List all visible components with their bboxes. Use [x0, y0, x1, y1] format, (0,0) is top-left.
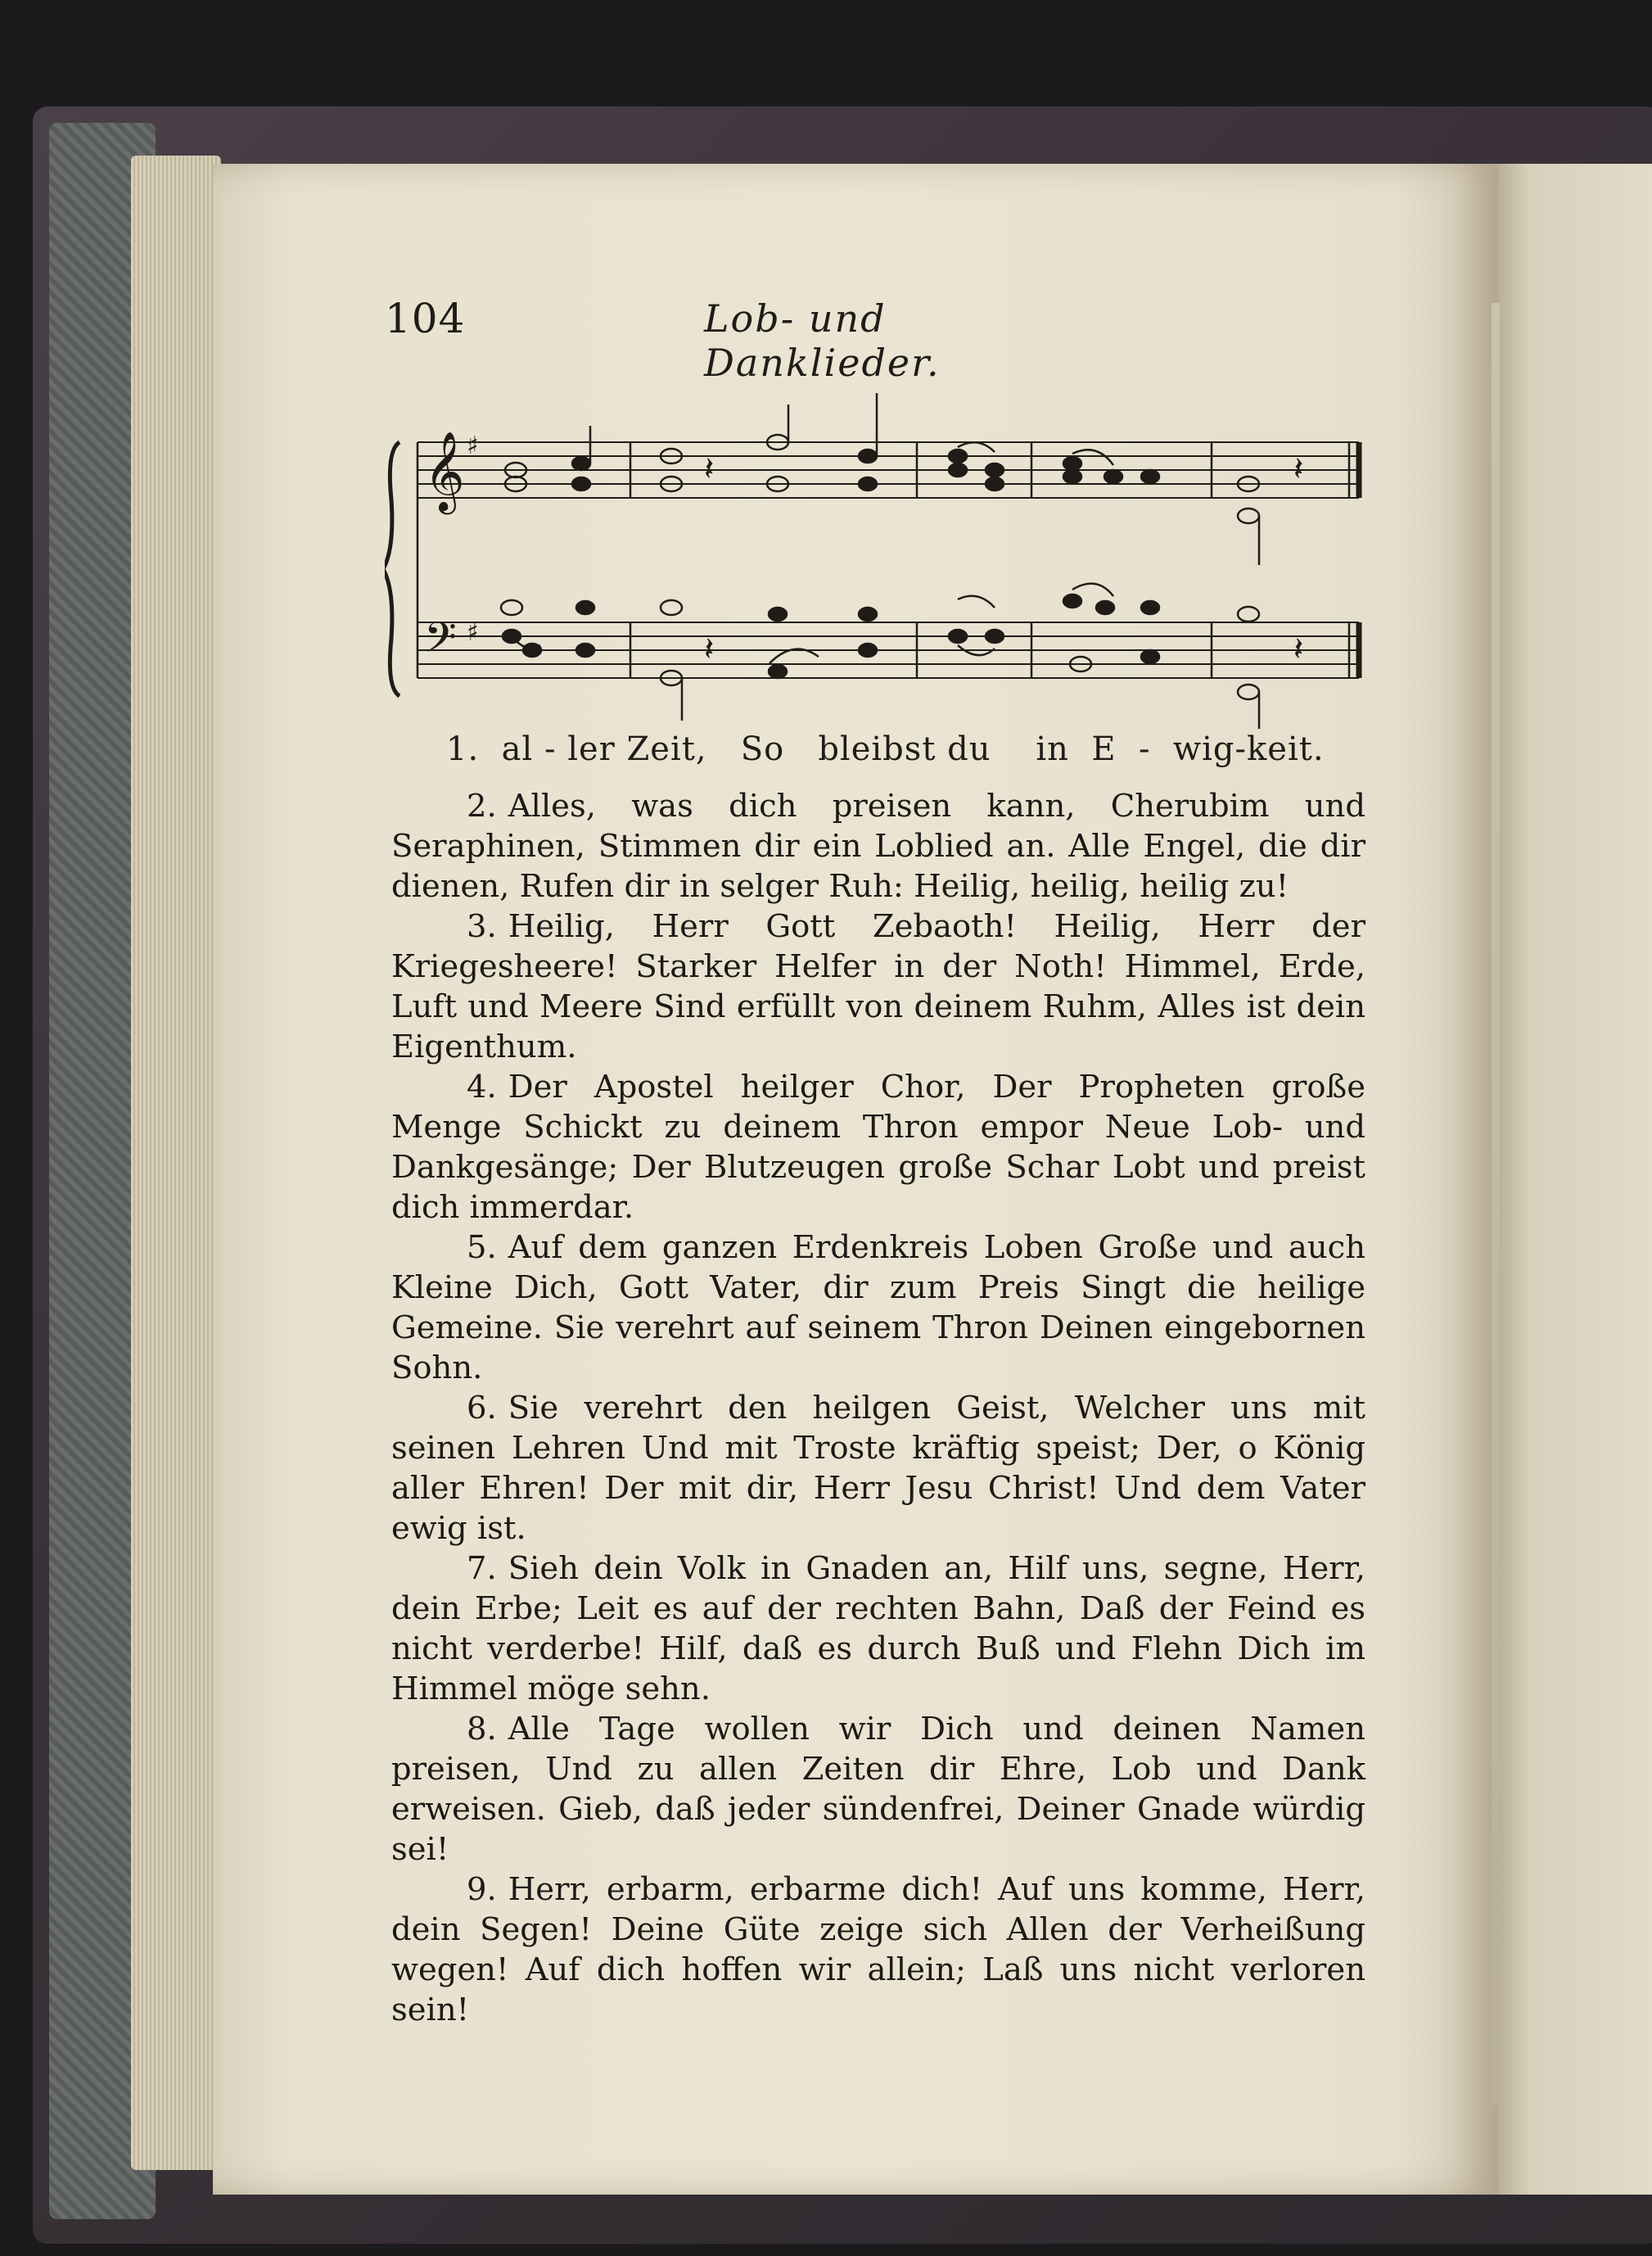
verse-text: Der Apostel heilger Chor, Der Propheten große Menge Schickt zu deinem Thron empor Neue Lob- und Dankgesänge; Der Blutzeugen große Schar Lobt und preist dich immerdar. — [391, 1069, 1365, 1226]
verse — [391, 1548, 1365, 1709]
verse-text: Heilig, Herr Gott Zebaoth! Heilig, Herr der Kriegesheere! Starker Helfer in der Noth! Himmel, Erde, Luft und Meere Sind erfüllt von deinem Ruhm, Alles ist dein Eigenthum. — [391, 908, 1365, 1065]
key-signature-treble: ♯ — [467, 432, 479, 460]
bass-staff — [418, 622, 1359, 678]
verse — [391, 1388, 1365, 1548]
verse-text: Alles, was dich preisen kann, Cherubim und Seraphinen, Stimmen dir ein Loblied an. Alle Engel, die dir dienen, Rufen dir in selger Ruh: Heilig, heilig, heilig zu! — [391, 788, 1365, 905]
treble-staff — [418, 442, 1359, 498]
verse-number: 3. — [467, 908, 497, 945]
verse — [391, 906, 1365, 1067]
treble-clef: 𝄞 — [424, 431, 465, 511]
verse-number: 9. — [467, 1871, 497, 1908]
first-verse-lyrics — [446, 730, 1388, 768]
verse-number: 7. — [467, 1550, 497, 1587]
key-signature-bass: ♯ — [467, 618, 479, 647]
verse-number: 6. — [467, 1390, 497, 1426]
lyric-number: 1. — [446, 730, 480, 768]
verse-text: Sie verehrt den heilgen Geist, Welcher uns mit seinen Lehren Und mit Troste kräftig speist; Der, o König aller Ehren! Der mit dir, Herr Jesu Christ! Und dem Vater ewig ist. — [391, 1390, 1365, 1547]
verse — [391, 1869, 1365, 2030]
rest-4: 𝄽 — [1293, 631, 1304, 668]
rest-2: 𝄽 — [1293, 450, 1304, 488]
bar-lines — [418, 442, 1349, 678]
rest-3: 𝄽 — [704, 631, 715, 668]
lyric-text: al - ler Zeit, So bleibst du in E - wig-keit. — [501, 730, 1325, 768]
verse-text: Herr, erbarm, erbarme dich! Auf uns komme, Herr, dein Segen! Deine Güte zeige sich Allen der Verheißung wegen! Auf dich hoffen wir allein; Laß uns nicht verloren sein! — [391, 1871, 1365, 2028]
bass-notes — [501, 584, 1259, 729]
verse — [391, 1227, 1365, 1388]
system-brace — [385, 442, 399, 696]
page-edges — [131, 156, 221, 2170]
music-score — [385, 393, 1367, 745]
verse-number: 5. — [467, 1229, 497, 1266]
verse-list — [391, 786, 1365, 2030]
verse-number: 4. — [467, 1069, 497, 1105]
page-number: 104 — [385, 295, 466, 342]
verse — [391, 1067, 1365, 1227]
binding-thread — [1492, 303, 1500, 2105]
verse-number: 8. — [467, 1711, 497, 1747]
rest-1: 𝄽 — [704, 450, 715, 488]
treble-notes — [505, 393, 1259, 565]
right-page-edge — [1498, 164, 1652, 2195]
verse-text: Sieh dein Volk in Gnaden an, Hilf uns, segne, Herr, dein Erbe; Leit es auf der rechten Bahn, Daß der Feind es nicht verderbe! Hilf, daß es durch Buß und Flehn Dich im Himmel möge sehn. — [391, 1550, 1365, 1707]
verse-text: Auf dem ganzen Erdenkreis Loben Große und auch Kleine Dich, Gott Vater, dir zum Preis Singt die heilige Gemeine. Sie verehrt auf seinem Thron Deinen eingebornen Sohn. — [391, 1229, 1365, 1386]
verse — [391, 786, 1365, 906]
verse — [391, 1709, 1365, 1869]
bass-clef: 𝄢 — [424, 613, 457, 672]
verse-text: Alle Tage wollen wir Dich und deinen Namen preisen, Und zu allen Zeiten dir Ehre, Lob und Dank erweisen. Gieb, daß jeder sündenfrei, Deiner Gnade würdig sei! — [391, 1711, 1365, 1868]
section-title: Lob- und Danklieder. — [704, 296, 941, 385]
verse-number: 2. — [467, 788, 497, 825]
